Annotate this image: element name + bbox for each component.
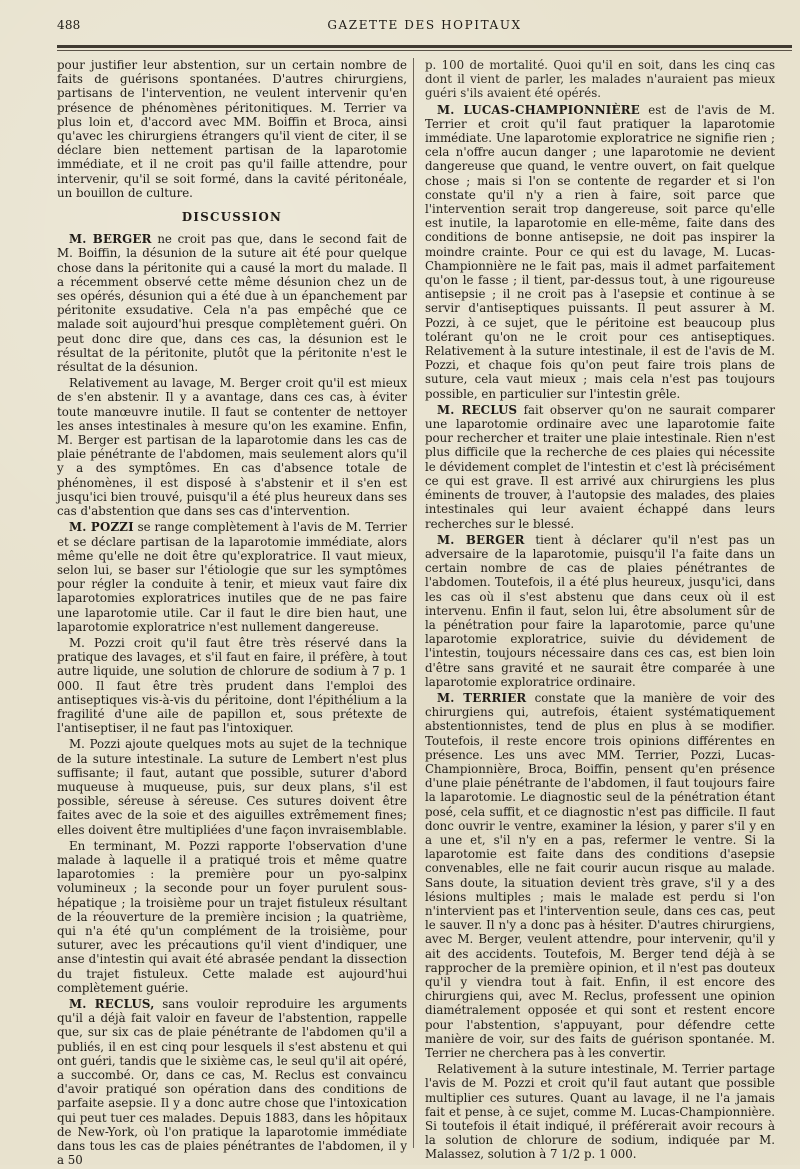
pozzi-paragraph-1 — [57, 520, 407, 634]
berger-paragraph-3 — [425, 533, 775, 689]
continuation-paragraph: p. 100 de mortalité. Quoi qu'il en soit, dans les cinq cas dont il vient de parler, les malades n'auraient pas mieux guéri s'ils avaient été opérés. — [425, 58, 775, 101]
left-column — [57, 58, 407, 1169]
speaker-reclus: M. RECLUS, — [69, 997, 155, 1011]
intro-paragraph: pour justifier leur abstention, sur un certain nombre de faits de guérisons spontanées. D'autres chirurgiens, partisans de l'intervention, ne veulent intervenir qu'en présence de phénomènes péritonitiques. M. Terrier va plus loin et, d'accord avec MM. Boiffin et Broca, ainsi qu'avec les chirurgiens étrangers qu'il vient de citer, il se déclare bien nettement partisan de la laparotomie immédiate, et il ne croit pas qu'il faille attendre, pour intervenir, qu'il se soit formé, dans la cavité péritonéale, un bouillon de culture. — [57, 58, 407, 200]
reclus-text-1: sans vouloir reproduire les arguments qu'il a déjà fait valoir en faveur de l'abstention, rappelle que, sur six cas de plaie pénétrante de l'abdomen qu'il a publiés, il en est cinq pour lesquels il s'est abstenu et qui ont guéri, tandis que le sixième cas, le seul qu'il ait opéré, a succombé. Or, dans ce cas, M. Reclus est convaincu d'avoir pratiqué son opération dans des conditions de parfaite asepsie. Il y a donc autre chose que l'intoxication qui peut tuer ces malades. Depuis 1883, dans les hôpitaux de New-York, où l'on pratique la laparotomie immédiate dans tous les cas de plaies pénétrantes de l'abdomen, il y a 50 — [57, 997, 408, 1168]
pozzi-paragraph-4: En terminant, M. Pozzi rapporte l'observation d'une malade à laquelle il a pratiqué trois et même quatre laparotomies : la première pour un pyo-salpinx volumineux ; la seconde pour un foyer purulent sous-hépatique ; la troisième pour un trajet fistuleux résultant de la réouverture de la première incision ; la quatrième, qui n'a été qu'un complément de la troisième, pour suturer, avec les précautions qu'il vient d'indiquer, une anse d'intestin qui avait été abrasée pendant la dissection du trajet fistuleux. Cette malade est aujourd'hui complètement guérie. — [57, 838, 407, 995]
header-rule-thick — [57, 45, 792, 48]
right-column — [425, 58, 775, 1164]
speaker-berger: M. BERGER — [69, 232, 152, 247]
berger-text-3: tient à déclarer qu'il n'est pas un adversaire de la laparotomie, puisqu'il l'a faite dans un certain nombre de cas de plaies pénétrantes de l'abdomen. Toutefois, il a été plus heureux, jusqu'ici, dans les cas où il s'est abstenu que dans ceux où il est intervenu. Enfin il faut, selon lui, être absolument sûr de la pénétration pour faire la laparotomie, parce qu'une laparotomie exploratrice, suivie du dévidement de l'intestin, toujours nécessaire dans ces cas, est bien loin d'être sans gravité et ne saurait être comparée à une laparotomie exploratrice ordinaire. — [425, 532, 775, 689]
running-title: GAZETTE DES HOPITAUX — [327, 18, 522, 32]
speaker-reclus-right: M. RECLUS — [437, 402, 518, 417]
terrier-text-1: constate que la manière de voir des chirurgiens qui, autrefois, étaient systématiquement abstentionnistes, tend de plus en plus à se modifier. Toutefois, il reste encore trois opinions différentes en présence. Les uns avec MM. Terrier, Pozzi, Lucas-Championnière, Broca, Boiffin, pensent qu'en présence d'une plaie pénétrante de l'abdomen, il faut toujours faire la laparotomie. Le diagnostic seul de la pénétration étant posé, cela suffit, et ce diagnostic n'est pas difficile. Il faut donc ouvrir le ventre, examiner la lésion, y parer s'il y en a une et, s'il n'y en a pas, refermer le ventre. Si la laparotomie est faite dans des conditions d'asepsie convenables, elle ne fait courir aucun risque au malade. Sans doute, la situation devient très grave, s'il y a des lésions multiples ; mais le malade est perdu si l'on n'intervient pas et l'intervention seule, dans ces cas, peut le sauver. Il n'y a donc pas à hésiter. D'autres chirurgiens, avec M. Berger, veulent attendre, pour intervenir, qu'il y ait des accidents. Toutefois, M. Berger tend déjà à se rapprocher de la première opinion, et il n'est pas douteux qu'il y viendra tout à fait. Enfin, il est encore des chirurgiens qui, avec M. Reclus, professent une opinion diamétralement opposée et qui sont et restent encore pour l'abstention, s'appuyant, pour défendre cette manière de voir, sur des faits de guérison spontanée. M. Terrier ne cherchera pas à les convertir. — [425, 690, 775, 1061]
discussion-heading: DISCUSSION — [181, 210, 283, 225]
terrier-paragraph-1 — [425, 691, 775, 1060]
terrier-paragraph-2: Relativement à la suture intestinale, M. Terrier partage l'avis de M. Pozzi et croit qu'il faut autant que possible multiplier ces sutures. Quant au lavage, il ne l'a jamais fait et pense, à ce sujet, comme M. Lucas-Championnière. Si toutefois il était indiqué, il préférerait avoir recours à la solution de chlorure de sodium, indiquée par M. Malassez, solution à 7 1/2 p. 1 000. — [425, 1062, 775, 1162]
reclus-paragraph-2 — [425, 403, 775, 531]
reclus-text-2: fait observer qu'on ne saurait comparer une laparotomie ordinaire avec une laparotomie faite pour rechercher et traiter une plaie intestinale. Rien n'est plus difficile que la recherche de ces plaies qui nécessite le dévidement complet de l'intestin et c'est là précisément ce qui est grave. Il est arrivé aux chirurgiens les plus éminents de trouver, à l'autopsie des malades, des plaies intestinales qui leur avaient échappé dans leurs recherches sur le blessé. — [425, 402, 776, 531]
speaker-berger-right: M. BERGER — [437, 532, 525, 547]
pozzi-text-1: se range complètement à l'avis de M. Terrier et se déclare partisan de la laparotomie immédiate, alors même qu'elle ne doit être qu'exploratrice. Il vaut mieux, selon lui, se baser sur l'étiologie que sur les symptômes pour régler la conduite à tenir, et mieux vaut faire dix laparotomies exploratrices inutiles que de ne pas faire une laparotomie utile. Car il faut le dire bien haut, une laparotomie exploratrice n'est nullement dangereuse. — [57, 520, 407, 634]
column-divider — [413, 58, 414, 1148]
pozzi-paragraph-2: M. Pozzi croit qu'il faut être très réservé dans la pratique des lavages, et s'il faut en faire, il préfère, à tout autre liquide, une solution de chlorure de sodium à 7 p. 1 000. Il faut être très prudent dans l'emploi des antiseptiques vis-à-vis du péritoine, dont l'épithélium a la fragilité d'une aile de papillon et, sous prétexte de l'antiseptiser, il ne faut pas l'intoxiquer. — [57, 635, 407, 736]
speaker-pozzi: M. POZZI — [69, 520, 134, 535]
page-header — [57, 18, 792, 42]
lucas-text: est de l'avis de M. Terrier et croit qu'il faut pratiquer la laparotomie immédiate. Une laparotomie exploratrice ne signifie rien ; cela n'offre aucun danger ; une laparotomie ne devient dangereuse que quand, le ventre ouvert, on fait quelque chose ; mais si l'on se contente de regarder et si l'on constate qu'il n'y a rien à faire, soit parce que l'intervention serait trop dangereuse, soit parce qu'elle est inutile, la laparotomie en elle-même, faite dans des conditions de bonne antisepsie, ne doit pas inspirer la moindre crainte. Pour ce qui est du lavage, M. Lucas-Championnière ne le fait pas, mais il admet parfaitement qu'on le fasse ; il tient, par-dessus tout, à une rigoureuse antisepsie ; il ne croit pas à l'asepsie et continue à se servir d'antiseptiques puissants. Il peut assurer à M. Pozzi, à ce sujet, que le péritoine est beaucoup plus tolérant qu'on ne le croit pour ces antiseptiques. Relativement à la suture intestinale, il est de l'avis de M. Pozzi, et chaque fois qu'on peut faire trois plans de suture, cela vaut mieux ; mais cela n'est pas toujours possible, en particulier sur l'intestin grêle. — [425, 102, 775, 401]
speaker-lucas-championniere: M. LUCAS-CHAMPIONNIÈRE — [437, 102, 640, 117]
reclus-paragraph-1 — [57, 997, 407, 1167]
header-rule-thin — [57, 50, 792, 51]
berger-paragraph-2: Relativement au lavage, M. Berger croit qu'il est mieux de s'en abstenir. Il y a avantage, dans ces cas, à éviter toute manœuvre inutile. Il faut se contenter de nettoyer les anses intestinales à mesure qu'on les examine. Enfin, M. Berger est partisan de la laparotomie dans les cas de plaie pénétrante de l'abdomen, mais seulement alors qu'il y a des symptômes. En cas d'absence totale de phénomènes, il est disposé à s'abstenir et il s'en est jusqu'ici bien trouvé, puisqu'il a été plus heureux dans ses cas d'abstention que dans ses cas d'intervention. — [57, 376, 407, 519]
berger-paragraph-1 — [57, 232, 407, 374]
berger-text-1: ne croit pas que, dans le second fait de M. Boiffin, la désunion de la suture ait été pour quelque chose dans la péritonite qui a causé la mort du malade. Il a récemment observé cette même désunion chez un de ses opérés, désunion qui a été due à un épanchement par péritonite exsudative. Cela n'a pas empêché que ce malade soit aujourd'hui presque complètement guéri. On peut donc dire que, dans ces cas, la désunion est le résultat de la péritonite, plutôt que la péritonite n'est le résultat de la désunion. — [57, 232, 408, 375]
page-number: 488 — [57, 18, 81, 32]
lucas-paragraph — [425, 103, 775, 401]
pozzi-paragraph-3: M. Pozzi ajoute quelques mots au sujet de la technique de la suture intestinale. La suture de Lembert n'est plus suffisante; il faut, autant que possible, suturer d'abord muqueuse à muqueuse, puis, sur deux plans, s'il est possible, séreuse à séreuse. Ces sutures doivent être faites avec de la soie et des aiguilles extrêmement fines; elles doivent être multipliées d'une façon invraisemblable. — [57, 737, 407, 837]
speaker-terrier: M. TERRIER — [437, 690, 527, 705]
